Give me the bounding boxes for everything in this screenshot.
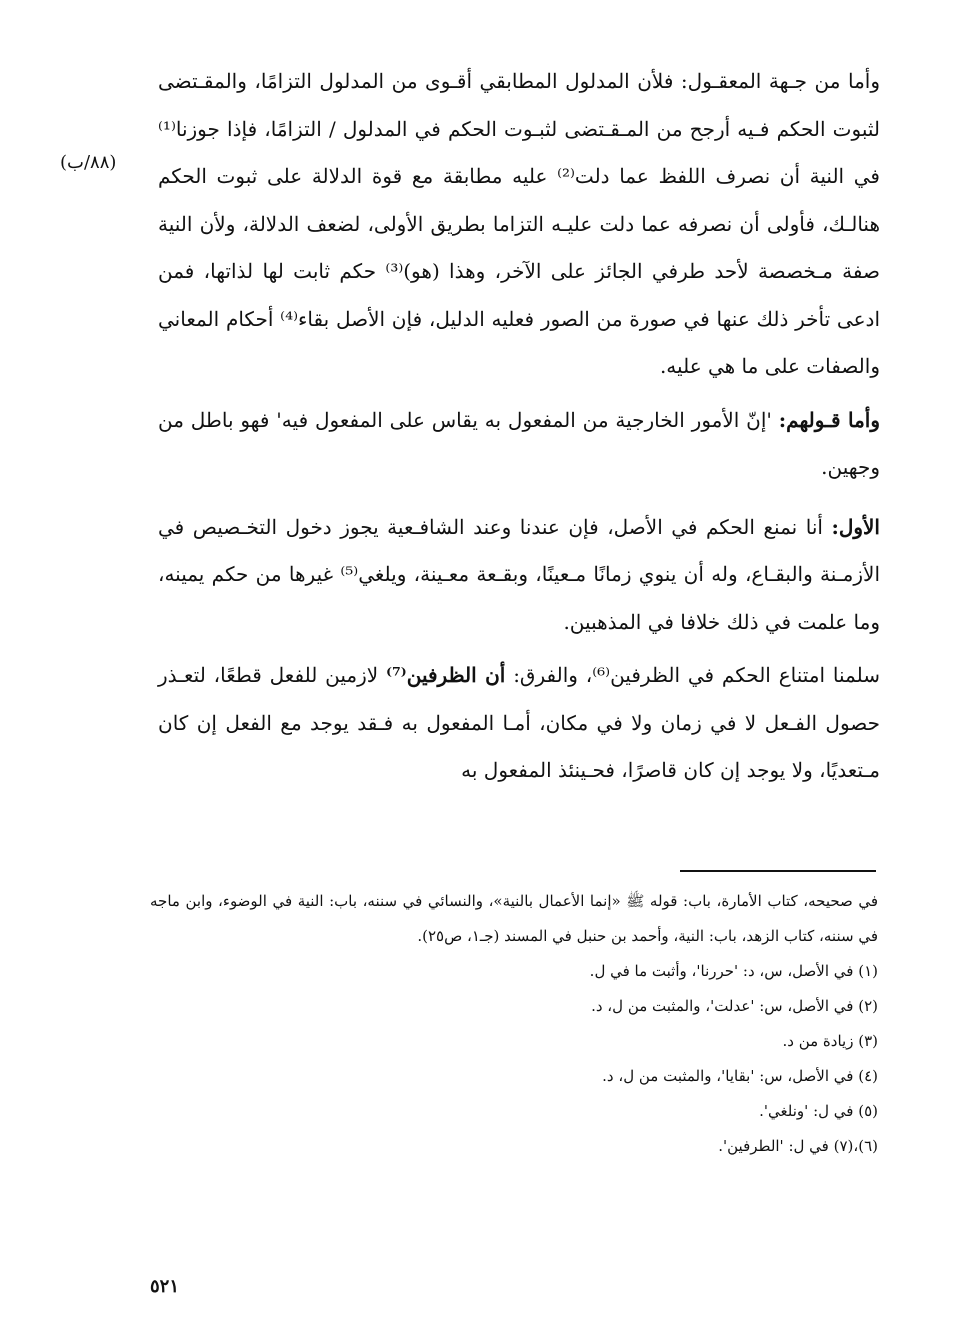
footnotes bbox=[150, 884, 878, 1164]
paragraph-4 bbox=[158, 652, 880, 795]
paragraph-1: وأما من جـهة المعقـول: فلأن المدلول المطابقي أقـوى من المدلول التزامًا، والمقـتضى لثبوت الحكم فـيه أرجح من المـقـتضى لثبـوت الحكم في المدلول / التزامًا، فإذا جوزنا⁽¹⁾ في النية أن نصرف اللفظ عما دلت⁽²⁾ عليه مطابقة مع قوة الدلالة على ثبوت الحكم هنالـك، فأولى أن نصرفه عما دلت عليـه التزاما بطريق الأولى، لضعف الدلالة، ولأن النية صفة مـخصصة لأحد طرفي الجائز على الآخر، وهذا (هو)⁽³⁾ حكم ثابت لها لذاتها، فمن ادعى تأخر ذلك عنها في صورة من الصور فعليه الدليل، فإن الأصل بقاء⁽⁴⁾ أحكام المعاني والصفات على ما هي عليه. bbox=[158, 69, 880, 378]
footnote-separator bbox=[680, 870, 876, 872]
page-number: ٥٢١ bbox=[150, 1276, 180, 1297]
paragraph-2-text: 'إنّ الأمور الخارجية من المفعول به يقاس على المفعول فيه' فهو باطل من وجهين. bbox=[158, 407, 880, 479]
footnote-3: (٣) زيادة من د. bbox=[782, 1032, 878, 1050]
paragraph-4-text-b: لازمين للفعل قطعًا، لتعـذر حصول الفـعل لا في زمان ولا في مكان، أمـا المفعول به فـقد يوجد مع الفعل إن كان مـتعديًا، ولا يوجد إن كان قاصرًا، فحـينئذ المفعول به bbox=[158, 663, 880, 782]
footnote-4: (٤) في الأصل، س: 'بقايا'، والمثبت من ل، د. bbox=[602, 1067, 878, 1085]
paragraph-3 bbox=[158, 504, 880, 647]
paragraph-4-text-a: سلمنا امتناع الحكم في الظرفين⁽⁶⁾، والفرق: bbox=[505, 663, 880, 687]
manuscript-folio-note: (٨٨/ب) bbox=[60, 152, 117, 173]
main-text bbox=[158, 58, 880, 795]
footnote-continuation: في صحيحه، كتاب الأمارة، باب: قوله ﷺ «إنما الأعمال بالنية»، والنسائي في سننه، باب: النية في الوضوء، وابن ماجه في سننه، كتاب الزهد، باب: النية، وأحمد بن حنبل في المسند (جـ١، ص٢٥). bbox=[150, 892, 878, 945]
footnote-5: (٥) في ل: 'ونلغي'. bbox=[759, 1102, 878, 1120]
paragraph-3-text: أنا نمنع الحكم في الأصل، فإن عندنا وعند الشافـعية يجوز دخول التخـصيص في الأزمـنة والبقـاع، وله أن ينوي زمانًا مـعينًا، وبقـعة معـينة، ويلغي⁽⁵⁾ غيرها من حكم يمينه، وما علمت في ذلك خلافا في المذهبين. bbox=[158, 514, 881, 634]
footnote-6-7: (٦)،(٧) في ل: 'الطرفين'. bbox=[718, 1137, 878, 1155]
footnote-1: (١) في الأصل، س، د: 'حررنا'، وأثبت ما في ل. bbox=[589, 962, 878, 980]
paragraph-3-lead: الأول: bbox=[831, 514, 880, 539]
paragraph-4-lead: أن الظرفين⁽⁷⁾ bbox=[386, 663, 506, 687]
footnote-2: (٢) في الأصل، س: 'عدلت'، والمثبت من ل، د. bbox=[591, 997, 878, 1015]
paragraph-2 bbox=[158, 397, 880, 492]
paragraph-2-lead: وأما قـولهم: bbox=[778, 407, 880, 432]
